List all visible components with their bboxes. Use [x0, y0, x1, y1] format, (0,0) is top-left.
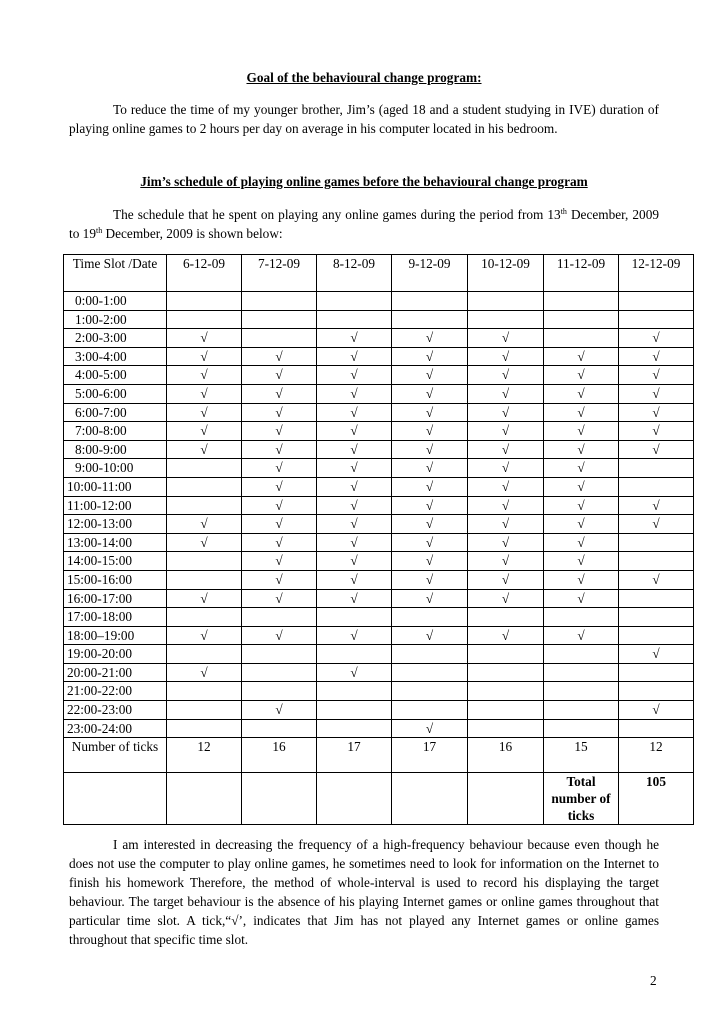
tick-cell: √ [242, 422, 317, 441]
table-row [64, 682, 694, 701]
tick-cell: √ [468, 515, 544, 534]
table-row [64, 719, 694, 738]
time-slot-cell: 17:00-18:00 [64, 608, 167, 627]
tick-cell: √ [317, 459, 392, 478]
tick-cell: √ [468, 329, 544, 348]
table-row [64, 589, 694, 608]
table-row [64, 329, 694, 348]
tick-cell: √ [468, 347, 544, 366]
table-row [64, 626, 694, 645]
tick-cell: √ [242, 552, 317, 571]
table-row [64, 459, 694, 478]
tick-count-value: 16 [468, 738, 544, 773]
date-header: 10-12-09 [468, 255, 544, 292]
empty-cell [544, 608, 619, 627]
empty-cell [392, 682, 468, 701]
intro-sup1: th [560, 207, 567, 216]
tick-count-value: 16 [242, 738, 317, 773]
empty-cell [167, 496, 242, 515]
tick-cell: √ [619, 496, 694, 515]
empty-cell [64, 773, 167, 825]
empty-cell [167, 477, 242, 496]
tick-cell: √ [544, 422, 619, 441]
tick-cell: √ [544, 589, 619, 608]
empty-cell [317, 292, 392, 311]
tick-cell: √ [242, 459, 317, 478]
empty-cell [544, 701, 619, 720]
tick-cell: √ [544, 384, 619, 403]
tick-cell: √ [392, 477, 468, 496]
tick-cell: √ [242, 515, 317, 534]
schedule-table [63, 254, 694, 825]
empty-cell [317, 682, 392, 701]
tick-cell: √ [468, 440, 544, 459]
goal-paragraph [69, 100, 659, 138]
empty-cell [242, 329, 317, 348]
empty-cell [619, 663, 694, 682]
tick-cell: √ [317, 589, 392, 608]
tick-cell: √ [317, 496, 392, 515]
table-row [64, 347, 694, 366]
tick-cell: √ [167, 440, 242, 459]
tick-cell: √ [468, 477, 544, 496]
intro-part3: December, 2009 is shown below: [102, 226, 283, 241]
time-slot-cell: 10:00-11:00 [64, 477, 167, 496]
empty-cell [242, 773, 317, 825]
tick-cell: √ [167, 589, 242, 608]
empty-cell [619, 626, 694, 645]
explanation-paragraph [69, 835, 659, 949]
tick-cell: √ [468, 366, 544, 385]
total-row [64, 773, 694, 825]
tick-cell: √ [544, 459, 619, 478]
empty-cell [544, 682, 619, 701]
time-slot-cell: 3:00-4:00 [64, 347, 167, 366]
empty-cell [468, 701, 544, 720]
tick-count-label: Number of ticks [64, 738, 167, 773]
tick-cell: √ [317, 626, 392, 645]
empty-cell [544, 719, 619, 738]
tick-cell: √ [619, 366, 694, 385]
tick-cell: √ [468, 496, 544, 515]
time-slot-cell: 18:00–19:00 [64, 626, 167, 645]
tick-count-value: 12 [167, 738, 242, 773]
time-slot-cell: 23:00-24:00 [64, 719, 167, 738]
tick-cell: √ [619, 440, 694, 459]
date-header: 9-12-09 [392, 255, 468, 292]
tick-cell: √ [392, 570, 468, 589]
table-row [64, 403, 694, 422]
tick-cell: √ [242, 570, 317, 589]
tick-cell: √ [468, 626, 544, 645]
empty-cell [392, 608, 468, 627]
tick-cell: √ [392, 459, 468, 478]
empty-cell [619, 719, 694, 738]
time-slot-cell: 16:00-17:00 [64, 589, 167, 608]
table-row [64, 645, 694, 664]
tick-cell: √ [468, 459, 544, 478]
empty-cell [242, 608, 317, 627]
tick-cell: √ [468, 552, 544, 571]
tick-cell: √ [468, 384, 544, 403]
empty-cell [167, 310, 242, 329]
time-slot-cell: 15:00-16:00 [64, 570, 167, 589]
empty-cell [619, 292, 694, 311]
empty-cell [544, 329, 619, 348]
tick-cell: √ [392, 589, 468, 608]
tick-cell: √ [392, 384, 468, 403]
empty-cell [392, 773, 468, 825]
tick-cell: √ [317, 422, 392, 441]
header-row [64, 255, 694, 292]
empty-cell [167, 292, 242, 311]
empty-cell [619, 477, 694, 496]
tick-cell: √ [468, 422, 544, 441]
empty-cell [317, 645, 392, 664]
empty-cell [317, 701, 392, 720]
empty-cell [242, 719, 317, 738]
tick-cell: √ [392, 440, 468, 459]
table-row [64, 533, 694, 552]
table-row [64, 552, 694, 571]
tick-cell: √ [317, 366, 392, 385]
empty-cell [619, 682, 694, 701]
tick-cell: √ [619, 701, 694, 720]
time-slot-cell: 4:00-5:00 [64, 366, 167, 385]
time-slot-cell: 2:00-3:00 [64, 329, 167, 348]
date-header: 6-12-09 [167, 255, 242, 292]
tick-cell: √ [317, 515, 392, 534]
empty-cell [468, 608, 544, 627]
time-slot-cell: 19:00-20:00 [64, 645, 167, 664]
time-slot-cell: 5:00-6:00 [64, 384, 167, 403]
empty-cell [167, 570, 242, 589]
table-row [64, 477, 694, 496]
tick-cell: √ [392, 347, 468, 366]
empty-cell [167, 682, 242, 701]
table-row [64, 496, 694, 515]
table-row [64, 701, 694, 720]
tick-cell: √ [619, 329, 694, 348]
intro-sup2: th [95, 226, 103, 235]
tick-cell: √ [392, 533, 468, 552]
tick-cell: √ [317, 533, 392, 552]
tick-cell: √ [167, 403, 242, 422]
tick-cell: √ [619, 384, 694, 403]
empty-cell [392, 663, 468, 682]
empty-cell [167, 608, 242, 627]
empty-cell [392, 645, 468, 664]
date-header: 7-12-09 [242, 255, 317, 292]
tick-cell: √ [544, 570, 619, 589]
tick-cell: √ [317, 384, 392, 403]
empty-cell [167, 719, 242, 738]
time-slot-cell: 22:00-23:00 [64, 701, 167, 720]
tick-count-value: 15 [544, 738, 619, 773]
tick-cell: √ [242, 626, 317, 645]
time-slot-cell: 8:00-9:00 [64, 440, 167, 459]
table-row [64, 292, 694, 311]
tick-cell: √ [392, 366, 468, 385]
intro-part1: The schedule that he spent on playing any online games during the period from 13 [113, 207, 561, 222]
tick-cell: √ [167, 366, 242, 385]
tick-cell: √ [167, 329, 242, 348]
empty-cell [468, 645, 544, 664]
tick-cell: √ [167, 515, 242, 534]
empty-cell [468, 663, 544, 682]
empty-cell [167, 552, 242, 571]
tick-cell: √ [544, 533, 619, 552]
empty-cell [544, 645, 619, 664]
tick-cell: √ [242, 533, 317, 552]
time-slot-cell: 14:00-15:00 [64, 552, 167, 571]
empty-cell [619, 533, 694, 552]
table-row [64, 366, 694, 385]
tick-cell: √ [468, 589, 544, 608]
tick-cell: √ [544, 403, 619, 422]
tick-cell: √ [242, 477, 317, 496]
empty-cell [242, 310, 317, 329]
tick-cell: √ [317, 329, 392, 348]
corner-header: Time Slot /Date [64, 255, 167, 292]
tick-cell: √ [167, 347, 242, 366]
time-slot-cell: 21:00-22:00 [64, 682, 167, 701]
empty-cell [392, 310, 468, 329]
empty-cell [619, 459, 694, 478]
goal-text: To reduce the time of my younger brother, Jim’s (aged 18 and a student studying in IVE) duration of playing online games to 2 hours per day on average in his computer located in his bedroom. [69, 102, 659, 136]
table-row [64, 440, 694, 459]
time-slot-cell: 9:00-10:00 [64, 459, 167, 478]
tick-count-value: 17 [317, 738, 392, 773]
tick-cell: √ [619, 570, 694, 589]
tick-cell: √ [544, 440, 619, 459]
tick-cell: √ [619, 403, 694, 422]
empty-cell [167, 701, 242, 720]
empty-cell [468, 682, 544, 701]
table-row [64, 608, 694, 627]
time-slot-cell: 1:00-2:00 [64, 310, 167, 329]
table-row [64, 570, 694, 589]
empty-cell [242, 645, 317, 664]
schedule-heading: Jim’s schedule of playing online games before the behavioural change program [140, 174, 588, 189]
tick-cell: √ [468, 533, 544, 552]
tick-cell: √ [392, 515, 468, 534]
empty-cell [468, 292, 544, 311]
date-header: 11-12-09 [544, 255, 619, 292]
empty-cell [242, 682, 317, 701]
empty-cell [167, 645, 242, 664]
tick-cell: √ [619, 422, 694, 441]
empty-cell [619, 589, 694, 608]
tick-cell: √ [392, 329, 468, 348]
tick-cell: √ [167, 422, 242, 441]
tick-cell: √ [544, 496, 619, 515]
time-slot-cell: 7:00-8:00 [64, 422, 167, 441]
empty-cell [619, 310, 694, 329]
tick-cell: √ [167, 626, 242, 645]
table-row [64, 384, 694, 403]
empty-cell [392, 292, 468, 311]
total-label: Total number of ticks [544, 773, 619, 825]
tick-cell: √ [544, 347, 619, 366]
empty-cell [544, 310, 619, 329]
empty-cell [544, 292, 619, 311]
tick-cell: √ [619, 515, 694, 534]
intro-part2: December, 2009 to 19 [69, 207, 659, 241]
tick-cell: √ [468, 403, 544, 422]
empty-cell [619, 608, 694, 627]
tick-cell: √ [392, 403, 468, 422]
time-slot-cell: 6:00-7:00 [64, 403, 167, 422]
tick-cell: √ [167, 533, 242, 552]
tick-cell: √ [468, 570, 544, 589]
tick-cell: √ [242, 589, 317, 608]
empty-cell [392, 701, 468, 720]
tick-cell: √ [392, 422, 468, 441]
time-slot-cell: 11:00-12:00 [64, 496, 167, 515]
tick-cell: √ [242, 347, 317, 366]
tick-cell: √ [544, 515, 619, 534]
time-slot-cell: 0:00-1:00 [64, 292, 167, 311]
empty-cell [468, 773, 544, 825]
time-slot-cell: 12:00-13:00 [64, 515, 167, 534]
explanation-text: I am interested in decreasing the frequency of a high-frequency behaviour because even though he does not use the computer to play online games, he sometimes need to look for information on the Internet to finish his homework Therefore, the method of whole-interval is used to record his displaying the target behaviour. The target behaviour is the absence of his playing Internet games or online games throughout that particular time slot. A tick,“√’, indicates that Jim has not played any Internet games or online games throughout that specific time slot. [69, 837, 659, 947]
table-row [64, 515, 694, 534]
tick-cell: √ [619, 645, 694, 664]
tick-cell: √ [544, 366, 619, 385]
tick-cell: √ [242, 403, 317, 422]
goal-heading: Goal of the behavioural change program: [246, 70, 482, 85]
tick-cell: √ [242, 384, 317, 403]
empty-cell [544, 663, 619, 682]
tick-cell: √ [317, 570, 392, 589]
tick-count-row [64, 738, 694, 773]
tick-cell: √ [317, 552, 392, 571]
empty-cell [317, 773, 392, 825]
tick-cell: √ [242, 496, 317, 515]
empty-cell [167, 459, 242, 478]
tick-cell: √ [317, 663, 392, 682]
empty-cell [468, 719, 544, 738]
time-slot-cell: 20:00-21:00 [64, 663, 167, 682]
time-slot-cell: 13:00-14:00 [64, 533, 167, 552]
empty-cell [167, 773, 242, 825]
empty-cell [317, 310, 392, 329]
tick-cell: √ [392, 552, 468, 571]
empty-cell [317, 719, 392, 738]
date-header: 8-12-09 [317, 255, 392, 292]
tick-count-value: 17 [392, 738, 468, 773]
tick-cell: √ [544, 552, 619, 571]
empty-cell [468, 310, 544, 329]
table-row [64, 663, 694, 682]
empty-cell [619, 552, 694, 571]
total-value: 105 [619, 773, 694, 825]
table-row [64, 422, 694, 441]
page-number: 2 [650, 973, 657, 988]
date-header: 12-12-09 [619, 255, 694, 292]
tick-cell: √ [392, 719, 468, 738]
tick-cell: √ [242, 366, 317, 385]
tick-cell: √ [392, 626, 468, 645]
empty-cell [242, 292, 317, 311]
tick-cell: √ [167, 663, 242, 682]
tick-cell: √ [317, 477, 392, 496]
table-row [64, 310, 694, 329]
tick-cell: √ [242, 440, 317, 459]
empty-cell [242, 663, 317, 682]
tick-cell: √ [392, 496, 468, 515]
tick-cell: √ [317, 347, 392, 366]
tick-cell: √ [317, 440, 392, 459]
tick-cell: √ [619, 347, 694, 366]
empty-cell [317, 608, 392, 627]
tick-cell: √ [242, 701, 317, 720]
tick-cell: √ [544, 477, 619, 496]
schedule-intro [69, 205, 659, 243]
tick-count-value: 12 [619, 738, 694, 773]
tick-cell: √ [544, 626, 619, 645]
tick-cell: √ [167, 384, 242, 403]
tick-cell: √ [317, 403, 392, 422]
